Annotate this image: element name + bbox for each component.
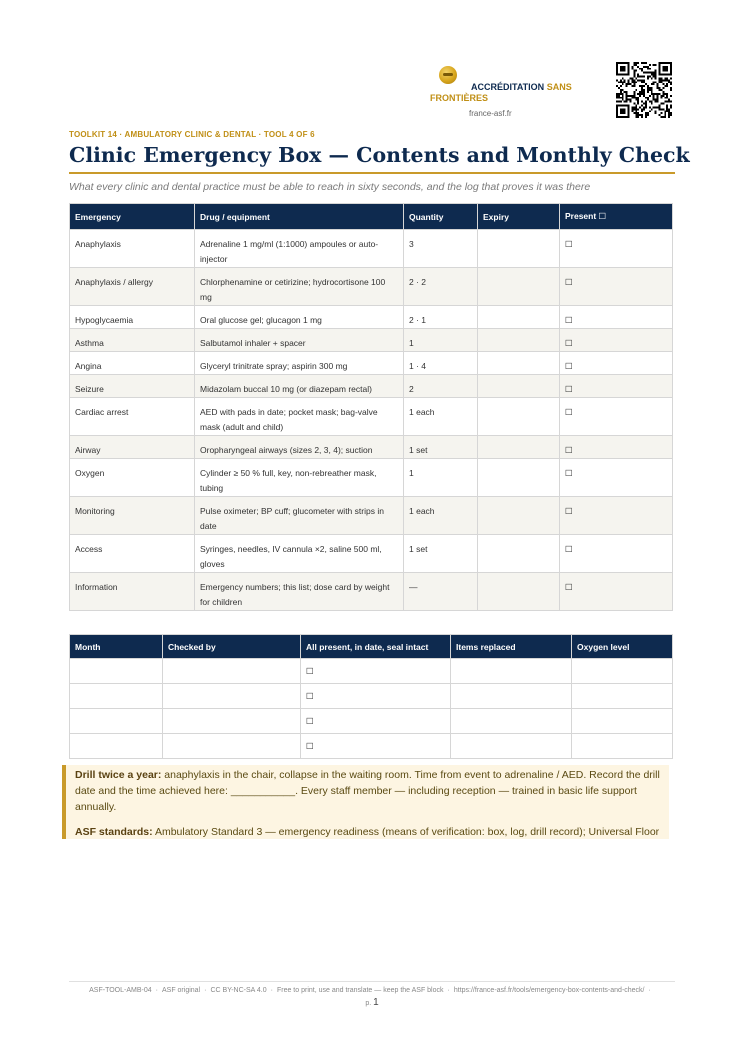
contents-cell-item: Midazolam buccal 10 mg (or diazepam rectal) [195, 375, 404, 398]
contents-row [70, 398, 673, 436]
contents-table [69, 203, 673, 611]
contents-cell-quantity: — [404, 573, 478, 611]
log-header-row [70, 635, 673, 659]
contents-cell-quantity: 2 [404, 375, 478, 398]
contents-cell-present[interactable]: ☐ [560, 535, 673, 573]
drill-callout [62, 765, 669, 839]
page-title: Clinic Emergency Box — Contents and Monthly Check [69, 143, 690, 167]
contents-cell-present[interactable]: ☐ [560, 268, 673, 306]
log-cell-checked-by[interactable] [163, 709, 301, 734]
footer-url[interactable]: https://france-asf.fr/tools/emergency-box-contents-and-check/ [453, 987, 645, 994]
contents-cell-emergency: Cardiac arrest [70, 398, 195, 436]
page-number-value: 1 [373, 997, 379, 1008]
contents-cell-expiry[interactable] [478, 306, 560, 329]
contents-row [70, 375, 673, 398]
contents-cell-expiry[interactable] [478, 573, 560, 611]
contents-cell-quantity: 1 · 4 [404, 352, 478, 375]
contents-cell-present[interactable]: ☐ [560, 306, 673, 329]
footer-code: ASF-TOOL-AMB-04 [89, 987, 152, 994]
contents-cell-item: Chlorphenamine or cetirizine; hydrocortisone 100 mg [195, 268, 404, 306]
contents-cell-quantity: 1 each [404, 398, 478, 436]
contents-cell-quantity: 3 [404, 230, 478, 268]
contents-cell-item: Oral glucose gel; glucagon 1 mg [195, 306, 404, 329]
page-subtitle: What every clinic and dental practice must be able to reach in sixty seconds, and the log that proves it was there [69, 181, 591, 193]
contents-cell-item: Adrenaline 1 mg/ml (1:1000) ampoules or auto-injector [195, 230, 404, 268]
footer-license: CC BY-NC-SA 4.0 [210, 987, 267, 994]
log-header-checked-by: Checked by [163, 635, 301, 659]
page-number [69, 997, 675, 1010]
contents-cell-item: Oropharyngeal airways (sizes 2, 3, 4); suction [195, 436, 404, 459]
footer-note: Free to print, use and translate — keep the ASF block [276, 987, 444, 994]
contents-cell-item: Syringes, needles, IV cannula ×2, saline 500 ml, gloves [195, 535, 404, 573]
brand-name-primary: ACCRÉDITATION [471, 82, 545, 92]
contents-row [70, 268, 673, 306]
col-header-present: Present ☐ [560, 204, 673, 230]
contents-cell-quantity: 1 set [404, 436, 478, 459]
contents-cell-quantity: 1 [404, 329, 478, 352]
contents-row [70, 306, 673, 329]
log-cell-month[interactable] [70, 709, 163, 734]
contents-cell-quantity: 1 set [404, 535, 478, 573]
log-row [70, 684, 673, 709]
log-cell-month[interactable] [70, 734, 163, 759]
log-cell-checked-by[interactable] [163, 684, 301, 709]
qr-code-icon [616, 62, 672, 118]
contents-cell-present[interactable]: ☐ [560, 329, 673, 352]
contents-cell-item: AED with pads in date; pocket mask; bag-valve mask (adult and child) [195, 398, 404, 436]
log-row [70, 709, 673, 734]
log-cell-all-present[interactable]: ☐ [301, 709, 451, 734]
contents-row [70, 459, 673, 497]
contents-cell-expiry[interactable] [478, 329, 560, 352]
contents-row [70, 573, 673, 611]
footer-origin: ASF original [161, 987, 201, 994]
brand-block [430, 62, 590, 122]
contents-cell-emergency: Hypoglycaemia [70, 306, 195, 329]
brand-name-second-line: FRONTIÈRES [430, 93, 489, 103]
log-header-oxygen-level: Oxygen level [572, 635, 673, 659]
contents-row [70, 329, 673, 352]
contents-cell-present[interactable]: ☐ [560, 459, 673, 497]
contents-cell-emergency: Access [70, 535, 195, 573]
contents-cell-emergency: Anaphylaxis [70, 230, 195, 268]
contents-cell-present[interactable]: ☐ [560, 352, 673, 375]
contents-cell-present[interactable]: ☐ [560, 375, 673, 398]
contents-row [70, 352, 673, 375]
contents-row [70, 497, 673, 535]
standards-label: ASF standards: [75, 826, 153, 838]
contents-cell-item: Glyceryl trinitrate spray; aspirin 300 mg [195, 352, 404, 375]
log-cell-oxygen[interactable] [572, 734, 673, 759]
contents-cell-emergency: Airway [70, 436, 195, 459]
col-header-item: Drug / equipment [195, 204, 404, 230]
contents-cell-expiry[interactable] [478, 535, 560, 573]
monthly-log-table [69, 634, 673, 759]
contents-cell-emergency: Oxygen [70, 459, 195, 497]
contents-cell-present[interactable]: ☐ [560, 230, 673, 268]
log-cell-all-present[interactable]: ☐ [301, 659, 451, 684]
contents-cell-quantity: 2 · 2 [404, 268, 478, 306]
contents-cell-quantity: 1 [404, 459, 478, 497]
col-header-expiry: Expiry [478, 204, 560, 230]
log-cell-items-replaced[interactable] [451, 709, 572, 734]
drill-paragraph [75, 767, 669, 815]
contents-cell-quantity: 2 · 1 [404, 306, 478, 329]
page-footer [69, 985, 675, 1010]
contents-cell-quantity: 1 each [404, 497, 478, 535]
contents-cell-expiry[interactable] [478, 230, 560, 268]
contents-cell-expiry[interactable] [478, 497, 560, 535]
log-cell-items-replaced[interactable] [451, 659, 572, 684]
contents-cell-expiry[interactable] [478, 459, 560, 497]
contents-cell-present[interactable]: ☐ [560, 398, 673, 436]
standards-text: Ambulatory Standard 3 — emergency readiness (means of verification: box, log, drill record); Universal Floor [152, 826, 660, 838]
log-row [70, 734, 673, 759]
log-cell-all-present[interactable]: ☐ [301, 734, 451, 759]
contents-cell-item: Pulse oximeter; BP cuff; glucometer with strips in date [195, 497, 404, 535]
contents-cell-emergency: Information [70, 573, 195, 611]
log-header-items-replaced: Items replaced [451, 635, 572, 659]
drill-text: anaphylaxis in the chair, collapse in the waiting room. Time from event to adrenaline / AED. Record the drill date and the time achieved here: ___________. Every staff member — including reception — trained in basic life support annually. [75, 769, 660, 813]
log-cell-oxygen[interactable] [572, 684, 673, 709]
log-cell-month[interactable] [70, 684, 163, 709]
log-row [70, 659, 673, 684]
log-cell-oxygen[interactable] [572, 659, 673, 684]
drill-label: Drill twice a year: [75, 769, 162, 781]
contents-cell-item: Emergency numbers; this list; dose card by weight for children [195, 573, 404, 611]
contents-cell-emergency: Seizure [70, 375, 195, 398]
col-header-quantity: Quantity [404, 204, 478, 230]
contents-row [70, 535, 673, 573]
log-cell-all-present[interactable]: ☐ [301, 684, 451, 709]
log-cell-checked-by[interactable] [163, 659, 301, 684]
contents-cell-expiry[interactable] [478, 398, 560, 436]
contents-cell-emergency: Angina [70, 352, 195, 375]
contents-cell-emergency: Asthma [70, 329, 195, 352]
log-header-all-present: All present, in date, seal intact [301, 635, 451, 659]
contents-cell-present[interactable]: ☐ [560, 436, 673, 459]
footer-divider [69, 981, 675, 982]
contents-row [70, 436, 673, 459]
log-cell-items-replaced[interactable] [451, 684, 572, 709]
contents-row [70, 230, 673, 268]
log-cell-checked-by[interactable] [163, 734, 301, 759]
contents-cell-present[interactable]: ☐ [560, 573, 673, 611]
contents-cell-expiry[interactable] [478, 436, 560, 459]
contents-cell-emergency: Monitoring [70, 497, 195, 535]
page-prefix: p. [365, 1000, 372, 1007]
contents-cell-present[interactable]: ☐ [560, 497, 673, 535]
log-cell-items-replaced[interactable] [451, 734, 572, 759]
log-cell-month[interactable] [70, 659, 163, 684]
standards-paragraph [75, 824, 669, 840]
contents-cell-expiry[interactable] [478, 268, 560, 306]
contents-cell-item: Salbutamol inhaler + spacer [195, 329, 404, 352]
contents-cell-expiry[interactable] [478, 352, 560, 375]
contents-header-row [70, 204, 673, 230]
brand-name [430, 82, 590, 104]
log-header-month: Month [70, 635, 163, 659]
col-header-emergency: Emergency [70, 204, 195, 230]
toolkit-eyebrow: TOOLKIT 14 · AMBULATORY CLINIC & DENTAL · TOOL 4 OF 6 [69, 130, 315, 139]
log-cell-oxygen[interactable] [572, 709, 673, 734]
brand-url: france-asf.fr [469, 109, 512, 118]
brand-name-accent: SANS [546, 82, 572, 92]
contents-cell-emergency: Anaphylaxis / allergy [70, 268, 195, 306]
contents-cell-item: Cylinder ≥ 50 % full, key, non-rebreather mask, tubing [195, 459, 404, 497]
footer-line: ASF-TOOL-AMB-04 · ASF original · CC BY-NC-SA 4.0 · Free to print, use and translate — keep the ASF block · https://france-asf.fr/tools/emergency-box-contents-and-check/ · [89, 987, 651, 994]
contents-cell-expiry[interactable] [478, 375, 560, 398]
title-divider [69, 172, 675, 174]
